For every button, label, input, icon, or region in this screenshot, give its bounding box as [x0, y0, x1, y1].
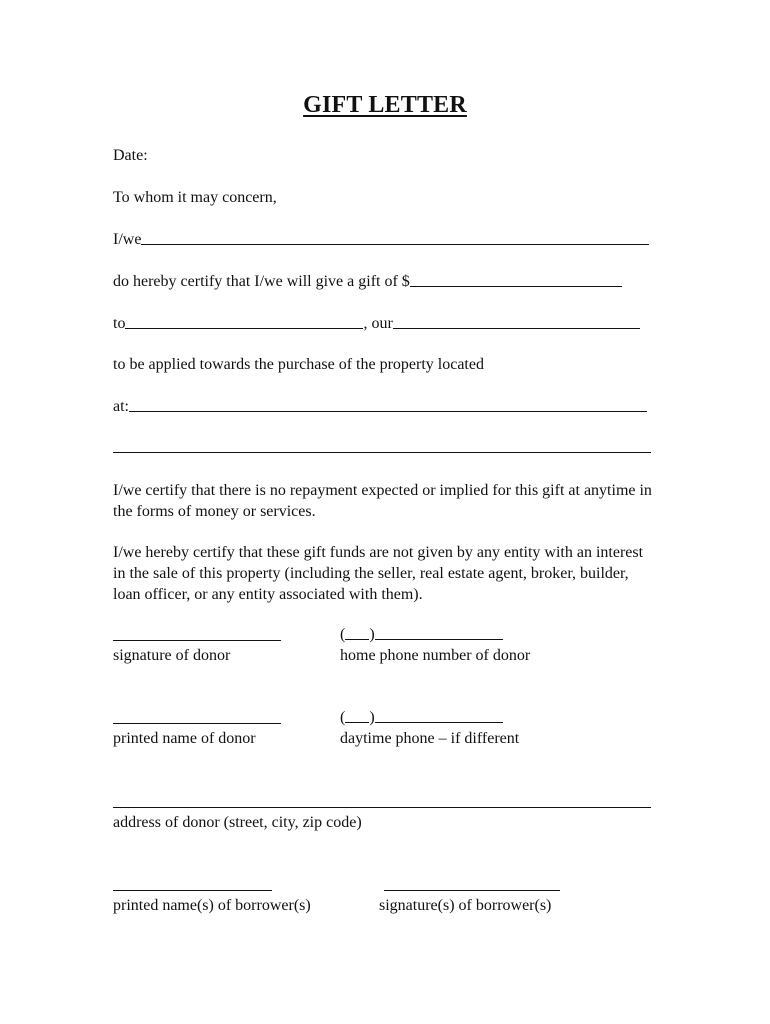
home-phone-area-code-field[interactable] [345, 638, 369, 640]
signatures-of-borrowers-label: signature(s) of borrower(s) [379, 897, 552, 914]
property-row [113, 396, 647, 417]
signature-of-donor-label: signature of donor [113, 647, 231, 664]
salutation: To whom it may concern, [113, 189, 277, 206]
paren-close: ) [369, 709, 375, 726]
donor-printed-name-field[interactable] [113, 723, 281, 724]
to-label: to [113, 315, 126, 332]
daytime-phone-row [340, 707, 503, 728]
daytime-phone-number-field[interactable] [375, 721, 503, 723]
donor-address-field[interactable] [113, 807, 651, 808]
daytime-phone-label: daytime phone – if different [340, 730, 520, 747]
recipient-name-field[interactable] [125, 327, 363, 329]
borrower-printed-names-field[interactable] [113, 890, 272, 891]
property-address-field[interactable] [129, 410, 647, 412]
address-of-donor-label: address of donor (street, city, zip code) [113, 814, 362, 831]
property-address-field-line2[interactable] [113, 452, 651, 453]
date-label: Date: [113, 147, 148, 164]
home-phone-number-field[interactable] [375, 638, 503, 640]
gift-amount-label: do hereby certify that I/we will give a gift of $ [113, 273, 410, 290]
funds-paragraph: I/we hereby certify that these gift funds are not given by any entity with an interest in the sale of this property (including the seller, real estate agent, broker, builder, loan officer, or any entity associated with them). [113, 544, 644, 603]
iwe-name-field[interactable] [141, 243, 649, 245]
borrower-signatures-field[interactable] [384, 890, 560, 891]
paren-close: ) [369, 626, 375, 643]
iwe-row [113, 229, 649, 250]
gift-amount-row [113, 271, 622, 292]
iwe-label: I/we [113, 231, 142, 248]
paren-open: ( [340, 626, 346, 643]
home-phone-label: home phone number of donor [340, 647, 531, 664]
home-phone-row [340, 624, 503, 645]
repayment-paragraph: I/we certify that there is no repayment expected or implied for this gift at anytime in the forms of money or services. [113, 482, 652, 520]
at-label: at: [113, 398, 129, 415]
page-title: GIFT LETTER [303, 92, 467, 118]
relationship-field[interactable] [393, 327, 640, 329]
paren-open: ( [340, 709, 346, 726]
printed-names-of-borrowers-label: printed name(s) of borrower(s) [113, 897, 311, 914]
gift-amount-field[interactable] [410, 285, 622, 287]
recipient-row [113, 313, 640, 334]
printed-name-of-donor-label: printed name of donor [113, 730, 256, 747]
applied-text: to be applied towards the purchase of the property located [113, 356, 484, 373]
our-label: , our [363, 315, 393, 332]
donor-signature-field[interactable] [113, 640, 281, 641]
daytime-phone-area-code-field[interactable] [345, 721, 369, 723]
